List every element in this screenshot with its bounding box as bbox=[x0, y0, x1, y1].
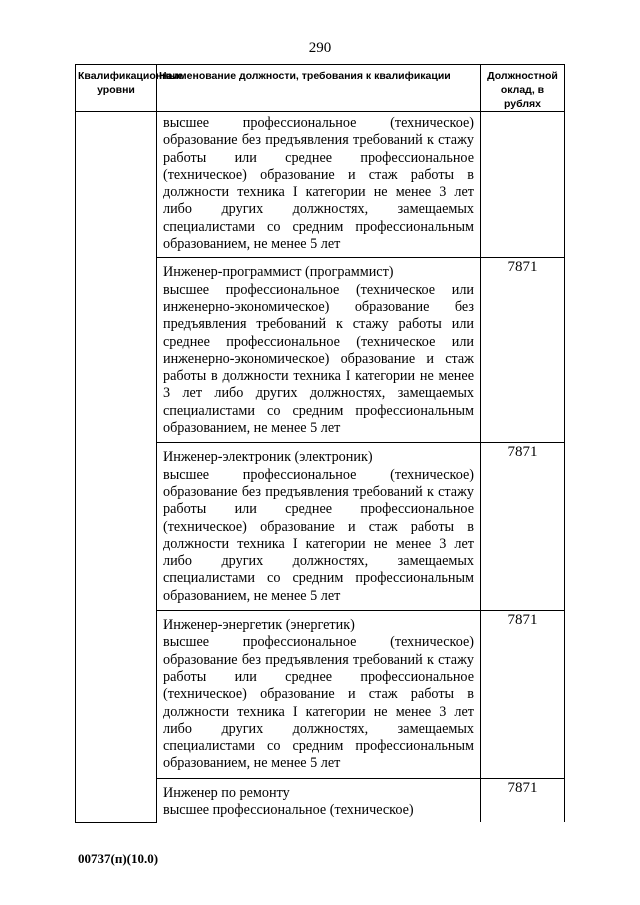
position-cell bbox=[157, 258, 481, 443]
header-position-name: Наименование должности, требования к квалификации bbox=[157, 65, 481, 112]
qualification-table bbox=[75, 64, 565, 823]
qualification-level-cell bbox=[76, 112, 157, 823]
header-qualification-levels: Квалификационные уровни bbox=[76, 65, 157, 112]
requirements-text: высшее профессиональное (техническое) образование без предъявления требований к стажу работы или среднее профессиональное (техническое) образование и стаж работы в должности техника I категории не менее 3 лет либо других должностях, замещаемых специалистами со средним профессиональным образованием, не менее 5 лет bbox=[163, 115, 474, 253]
position-cell bbox=[157, 112, 481, 258]
position-block bbox=[158, 780, 479, 822]
header-salary: Должностной оклад, в рублях bbox=[481, 65, 565, 112]
salary-cell: 7871 bbox=[481, 258, 565, 443]
document-code: 00737(п)(10.0) bbox=[78, 851, 159, 866]
salary-cell bbox=[481, 112, 565, 258]
position-block bbox=[158, 612, 479, 777]
requirements-text: высшее профессиональное (техническое) образование без предъявления требований к стажу работы или среднее профессиональное (техническое) образование и стаж работы в должности техника I категории не менее 3 лет либо других должностях, замещаемых специалистами со средним профессиональным образованием, не менее 5 лет bbox=[163, 466, 474, 604]
requirements-text: высшее профессиональное (техническое или инженерно-экономическое) образование без предъявления требований к стажу работы или среднее профессиональное (техническое или инженерно-экономическое) образование и стаж работы в должности техника I категории не менее 3 лет либо других должностях, замещаемых специалистами со средним профессиональным образованием, не менее 5 лет bbox=[163, 281, 474, 437]
position-title: Инженер-программист (программист) bbox=[163, 264, 394, 281]
position-title: Инженер-энергетик (энергетик) bbox=[163, 617, 355, 634]
position-cell bbox=[157, 778, 481, 822]
position-block bbox=[158, 444, 479, 609]
position-cell bbox=[157, 611, 481, 779]
position-title: Инженер-электроник (электроник) bbox=[163, 449, 373, 466]
table-row bbox=[76, 112, 565, 258]
position-cell bbox=[157, 443, 481, 611]
position-title: Инженер по ремонту bbox=[163, 784, 290, 801]
position-block bbox=[158, 259, 479, 441]
table-header-row bbox=[76, 65, 565, 112]
page-number: 290 bbox=[308, 40, 332, 56]
salary-cell: 7871 bbox=[481, 611, 565, 779]
requirements-text: высшее профессиональное (техническое) bbox=[163, 801, 414, 818]
salary-cell: 7871 bbox=[481, 443, 565, 611]
salary-cell: 7871 bbox=[481, 778, 565, 822]
requirements-text: высшее профессиональное (техническое) образование без предъявления требований к стажу работы или среднее профессиональное (техническое) образование и стаж работы в должности техника I категории не менее 3 лет либо других должностях, замещаемых специалистами со средним профессиональным образованием, не менее 5 лет bbox=[163, 634, 474, 772]
